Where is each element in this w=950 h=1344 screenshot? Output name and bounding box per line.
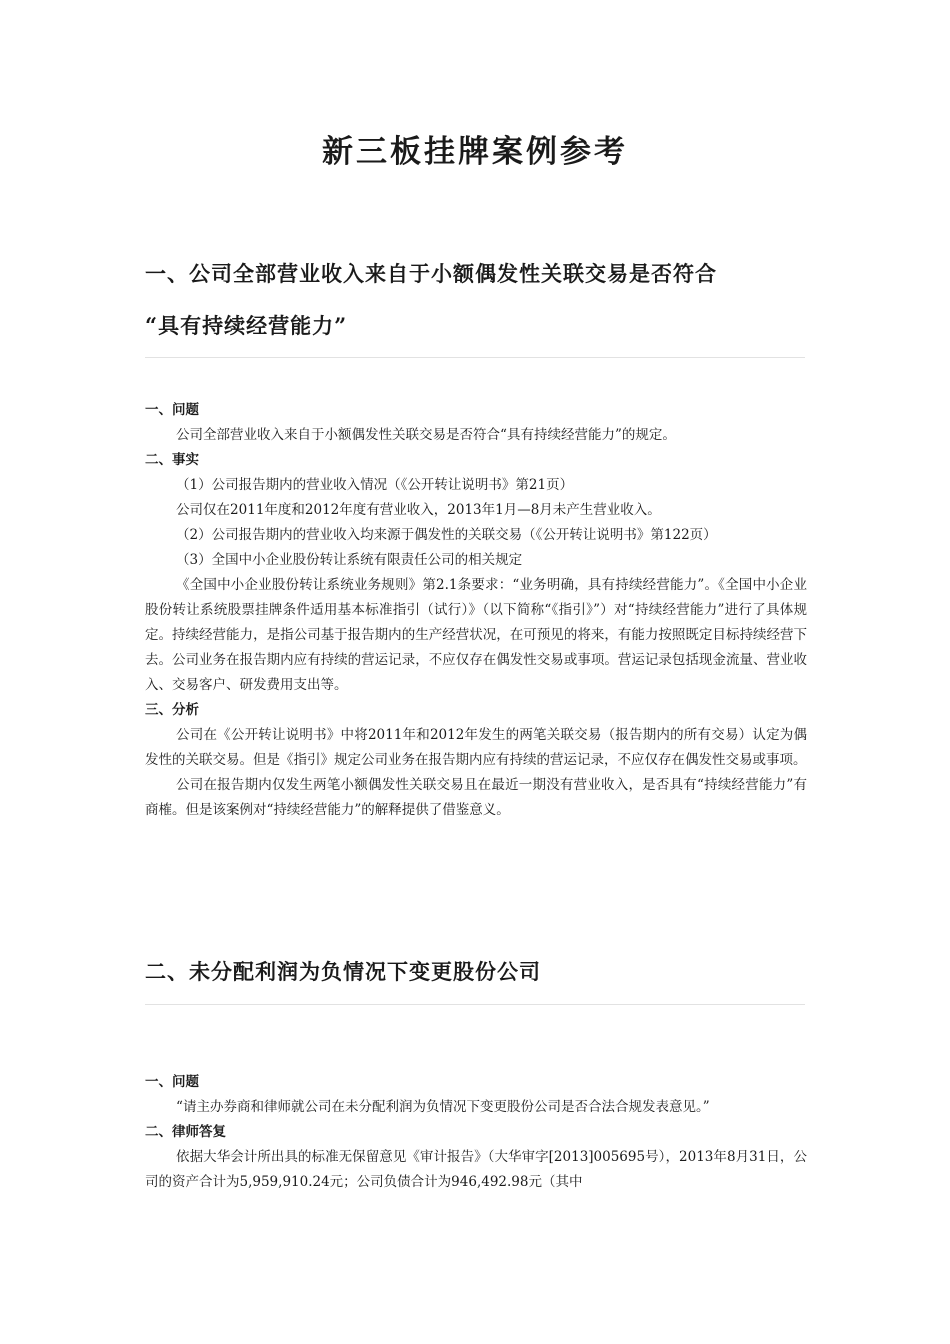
section-1-divider: [145, 357, 805, 358]
analysis-paragraph-2: 公司在报告期内仅发生两笔小额偶发性关联交易且在最近一期没有营业收入，是否具有“持续经营能力”有商榷。但是该案例对“持续经营能力”的解释提供了借鉴意义。: [145, 777, 807, 818]
analysis-label: 三、分析: [145, 702, 199, 718]
fact-3: （3）全国中小企业股份转让系统有限责任公司的相关规定: [176, 552, 523, 568]
section-2-divider: [145, 1004, 805, 1005]
question-text: 公司全部营业收入来自于小额偶发性关联交易是否符合“具有持续经营能力”的规定。: [176, 427, 676, 443]
section-2-heading: 二、未分配利润为负情况下变更股份公司: [145, 959, 541, 984]
section-1-heading-line-1: 一、公司全部营业收入来自于小额偶发性关联交易是否符合: [145, 261, 717, 286]
question-label: 一、问题: [145, 402, 199, 418]
fact-2: （2）公司报告期内的营业收入均来源于偶发性的关联交易（《公开转让说明书》第122页）: [176, 527, 717, 543]
fact-3-detail: 《全国中小企业股份转让系统业务规则》第2.1条要求：“业务明确，具有持续经营能力”。《全国中小企业股份转让系统股票挂牌条件适用基本标准指引（试行）》（以下简称“《指引》”）对“持续经营能力”进行了具体规定。持续经营能力，是指公司基于报告期内的生产经营状况，在可预见的将来，有能力按照既定目标持续经营下去。公司业务在报告期内应有持续的营运记录，不应仅存在偶发性交易或事项。营运记录包括现金流量、营业收入、交易客户、研发费用支出等。: [145, 577, 807, 693]
facts-label: 二、事实: [145, 452, 199, 468]
fact-1-detail: 公司仅在2011年度和2012年度有营业收入，2013年1月—8月未产生营业收入。: [176, 502, 661, 518]
section-2-body: [145, 1070, 807, 1195]
analysis-paragraph-1: 公司在《公开转让说明书》中将2011年和2012年发生的两笔关联交易（报告期内的所有交易）认定为偶发性的关联交易。但是《指引》规定公司业务在报告期内应有持续的营运记录，不应仅存在偶发性交易或事项。: [145, 727, 807, 768]
question-label-2: 一、问题: [145, 1074, 199, 1090]
section-1-heading-line-2: “具有持续经营能力”: [145, 313, 348, 338]
lawyer-reply-label: 二、律师答复: [145, 1124, 226, 1140]
fact-1: （1）公司报告期内的营业收入情况（《公开转让说明书》第21页）: [176, 477, 574, 493]
lawyer-reply-text: 依据大华会计所出具的标准无保留意见《审计报告》（大华审字[2013]005695号），2013年8月31日，公司的资产合计为5,959,910.24元；公司负债合计为946,492.98元（其中: [145, 1149, 807, 1190]
document-title: 新三板挂牌案例参考: [322, 134, 628, 170]
question-text-2: “请主办券商和律师就公司在未分配利润为负情况下变更股份公司是否合法合规发表意见。”: [176, 1099, 710, 1115]
section-1-body: [145, 398, 807, 823]
